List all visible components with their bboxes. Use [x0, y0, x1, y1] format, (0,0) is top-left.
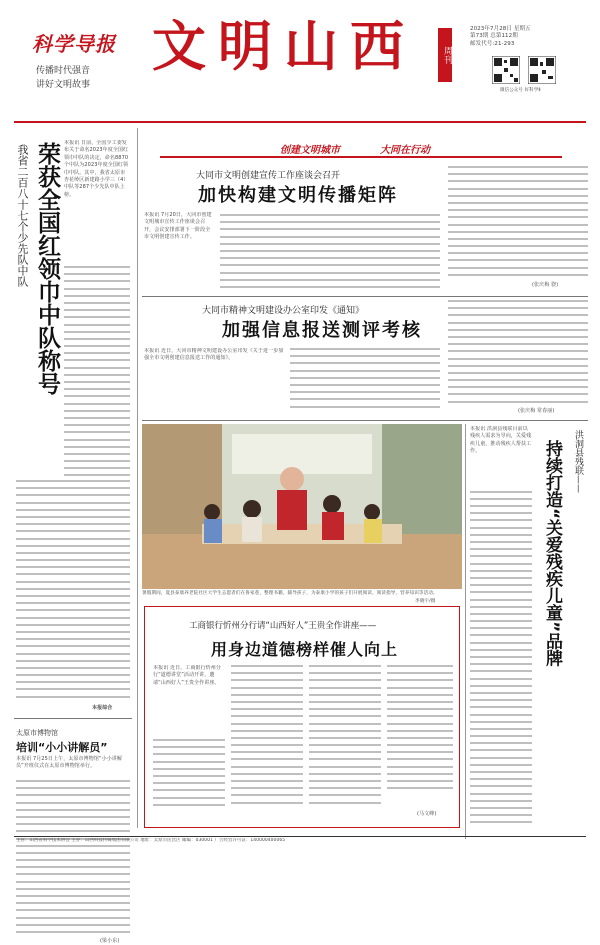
article-divider	[142, 420, 588, 421]
masthead	[0, 0, 600, 120]
qr-code-icon	[492, 56, 520, 84]
article-3-body	[231, 665, 303, 817]
left-body-text-wide	[16, 480, 130, 705]
article-1-editor: (张庆梅 骁)	[532, 282, 559, 288]
footer-rule	[14, 836, 586, 837]
side-kicker: 我省二百八十七个少先队中队	[16, 144, 29, 287]
article-divider	[142, 296, 588, 297]
masthead-slogan-1: 传播时代强音	[36, 66, 91, 76]
article-2	[142, 300, 442, 418]
article-3-kicker: 工商银行忻州分行请“山西好人”王贵全作讲座——	[189, 621, 377, 631]
issue-info	[470, 26, 570, 48]
sub-headline: 培训“小小讲解员”	[16, 741, 108, 754]
article-3-lead: 本报讯 近日，工商银行忻州分行“道德讲堂”活动开讲，邀请“山西好人”王贵全作讲座。	[153, 665, 221, 686]
article-1-headline: 加快构建文明传播矩阵	[198, 185, 398, 206]
sub-editor: (梁小东)	[100, 938, 120, 944]
qr-code-icon	[528, 56, 556, 84]
sub-lead: 本报讯 7月25日上午，太原市博物馆“小小讲解员”开班仪式在太原市博物馆举行。	[16, 756, 123, 770]
left-body-first: 本报讯 日前，全国少工委发布关于命名2023年度全国红领巾中队的决定，命名8870个中队为2023年度全国红领巾中队。其中，我省太原市杏花岭区新建路小学三（4）中队等287个少先队中队上榜。	[64, 140, 129, 198]
article-2-kicker: 大同市精神文明建设办公室印发《通知》	[202, 306, 365, 316]
sub-body-text	[16, 780, 130, 938]
right-headline: 持续打造“关爱残疾儿童”品牌	[542, 440, 562, 667]
qr-caption: 微信公众号 好科学Ⅱ	[500, 88, 541, 93]
column-divider	[137, 128, 138, 828]
left-divider	[14, 718, 132, 719]
article-1-body	[220, 214, 440, 290]
article-3-editor: (马文峰)	[417, 811, 437, 817]
article-3-box	[144, 606, 460, 828]
sub-kicker: 太原市博物馆	[16, 729, 58, 737]
news-photo	[142, 424, 462, 589]
masthead-rule	[14, 121, 586, 123]
issue-number: 第73期 总第112期	[470, 33, 518, 40]
right-column-body	[470, 426, 532, 838]
left-body-text	[64, 266, 130, 476]
left-editor: 本报综合	[92, 705, 113, 711]
section-banner	[160, 140, 562, 158]
article-1-kicker: 大同市文明创建宣传工作座谈会召开	[196, 171, 341, 181]
right-top-body	[448, 166, 588, 286]
photo-caption: 暑假期间，夏县泰康养老院社区大学生志愿者们在鲁家巷，整理书籍，辅导孩子，为泰康小学的孩子们开展阅读、阅读指导，营养知识等活动。	[142, 591, 438, 596]
banner-left-text: 创建文明城市	[280, 145, 340, 156]
photo-credit: 李晓宇/摄	[415, 599, 436, 604]
article-3-headline: 用身边道德榜样催人向上	[211, 640, 399, 659]
masthead-slogan-2: 讲好文明故事	[36, 80, 91, 90]
masthead-title: 文明山西	[152, 14, 416, 78]
postal-code: 邮发代号:21-293	[470, 40, 515, 47]
left-column	[14, 128, 132, 944]
article-3-body	[309, 665, 381, 817]
article-1-lead: 本报讯 7月20日，大同市创建文明城市宣传工作座谈会召开，会议安排部署下一阶段全市文明创建宣传工作。	[144, 212, 212, 241]
article-2-headline: 加强信息报送测评考核	[222, 320, 422, 341]
banner-right-text: 大同在行动	[380, 145, 430, 156]
news-photo-image	[142, 424, 462, 589]
article-1	[142, 160, 442, 295]
article-2-lead: 本报讯 近日，大同市精神文明建设办公室印发《关于进一步加强全市文明创建信息报送工作的通知》。	[144, 348, 284, 362]
article-2-body	[290, 348, 440, 412]
right-mid-body	[448, 300, 588, 408]
footer-text: 主管：山西省科学技术协会 主办：山西科技传媒集团有限公司 地址：太原市民营区 邮编：030001 广告经营许可证：140000400065	[16, 838, 286, 843]
column-divider	[465, 424, 466, 839]
right-kicker: 洪洞县残联——	[573, 430, 583, 493]
issue-date: 2023年7月28日 星期五	[470, 26, 531, 32]
left-headline: 荣获全国红领巾中队称号	[34, 142, 60, 395]
article-3-body	[387, 665, 453, 805]
article-3-body	[153, 739, 225, 817]
right-lead: 本报讯 洪洞县残联目前以残疾人需求为导向，关爱残疾儿童，推动残疾人帮扶工作。	[470, 426, 532, 486]
column-tag: 周刊	[438, 28, 452, 82]
brand-logo: 科学导报	[32, 32, 116, 56]
article-2-editor: (张庆梅 常春丽)	[518, 408, 555, 414]
